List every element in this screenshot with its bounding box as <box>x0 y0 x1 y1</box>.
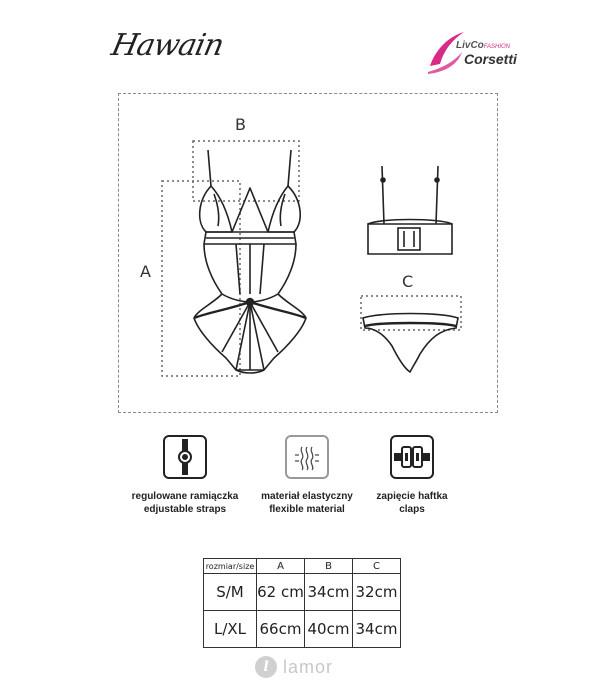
value-cell-a: 66cm <box>257 611 305 648</box>
collection-title: Hawain <box>108 28 227 63</box>
panty-drawing <box>363 314 458 373</box>
feature-label-en: flexible material <box>269 504 345 515</box>
feature-label-en: claps <box>399 504 425 515</box>
watermark <box>255 652 333 682</box>
dimension-a-box <box>162 181 240 376</box>
watermark-logo-icon: l <box>255 656 277 678</box>
table-row <box>204 611 401 648</box>
value-cell-b: 40cm <box>305 611 353 648</box>
dimension-label-a: A <box>140 262 151 281</box>
table-row <box>204 574 401 611</box>
adjustable-strap-icon <box>163 435 207 479</box>
table-header-label: rozmiar/size <box>204 559 257 574</box>
value-cell-b: 34cm <box>305 574 353 611</box>
size-name-cell: S/M <box>204 574 257 611</box>
logo-line1: LivCoFASHION <box>456 40 511 51</box>
logo-line2: Corsetti <box>464 51 517 67</box>
size-name-cell: L/XL <box>204 611 257 648</box>
feature-adjustable-straps <box>120 435 250 516</box>
bra-drawing <box>368 166 452 254</box>
size-table <box>203 558 401 648</box>
watermark-text: lamor <box>283 656 334 677</box>
column-header-a: A <box>257 559 305 574</box>
column-header-c: C <box>353 559 401 574</box>
dimension-label-b: B <box>235 115 246 134</box>
value-cell-c: 34cm <box>353 611 401 648</box>
feature-label-pl: regulowane ramiączka <box>131 491 239 502</box>
elastic-material-icon <box>285 435 329 479</box>
feature-label-pl: materiał elastyczny <box>261 491 353 502</box>
value-cell-c: 32cm <box>353 574 401 611</box>
table-header-row <box>204 559 401 574</box>
dimension-label-c: C <box>402 272 414 291</box>
feature-hook-clasp <box>347 435 477 516</box>
feature-label-en: edjustable straps <box>143 504 227 515</box>
hook-clasp-icon <box>390 435 434 479</box>
value-cell-a: 62 cm <box>257 574 305 611</box>
bodysuit-drawing <box>194 150 306 373</box>
feature-label-pl: zapięcie haftka <box>376 491 448 502</box>
column-header-b: B <box>305 559 353 574</box>
